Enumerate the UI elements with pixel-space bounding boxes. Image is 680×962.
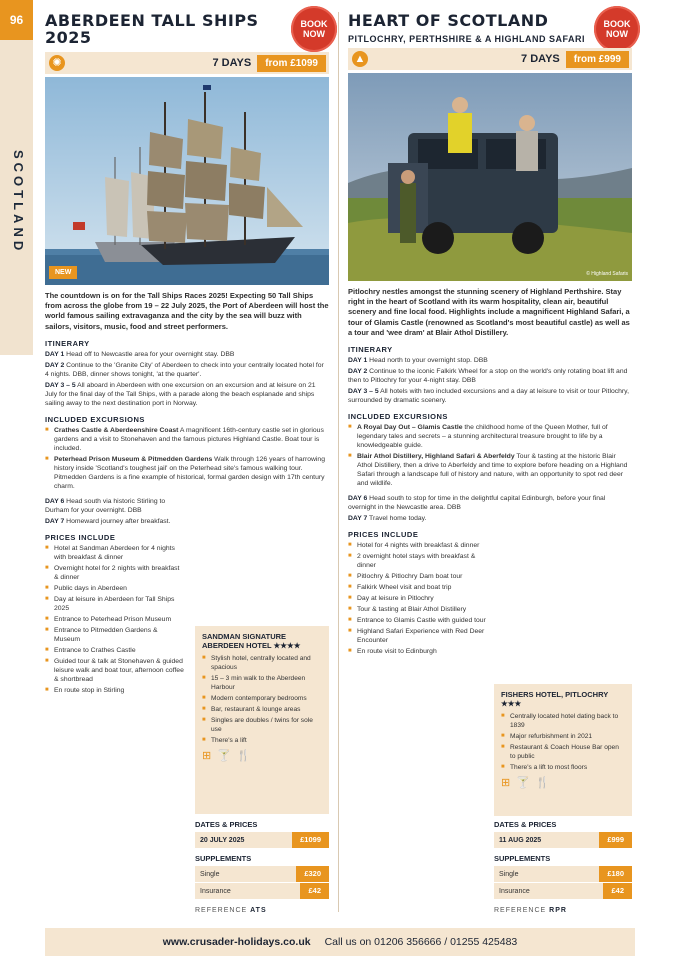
page-number: 96	[0, 0, 33, 40]
price-include-item: ■ Guided tour & talk at Stonehaven & guided leisure walk and boat tour, afternoon coffee & shortbread	[45, 657, 185, 684]
dates-heading: DATES & PRICES	[494, 820, 557, 829]
itinerary-day	[45, 350, 329, 359]
tour-title: HEART OF SCOTLAND	[348, 11, 549, 30]
date-price: £1099	[292, 832, 329, 848]
hotel-feature: ■ Major refurbishment in 2021	[501, 732, 625, 741]
supplement-value: £180	[599, 866, 632, 882]
excursion-title: Blair Athol Distillery, Highland Safari & Aberfeldy	[357, 453, 515, 461]
supplement-value: £320	[296, 866, 329, 882]
prices-include-heading: PRICES INCLUDE	[45, 532, 116, 542]
phone-numbers: Call us on 01206 356666 / 01255 425483	[324, 936, 518, 948]
date-row	[494, 832, 632, 848]
duration: 7 DAYS	[212, 57, 252, 69]
excursion-item	[45, 455, 329, 491]
hotel-box	[494, 684, 632, 816]
excursion-text: A magnificent 16th-century castle set in glorious gardens and a visit to Stonehaven and the famous pictures Highland Castle. Boat tour is included.	[54, 426, 324, 452]
excursion-list	[348, 423, 632, 488]
hotel-name: FISHERS HOTEL, PITLOCHRY ★★★	[501, 690, 609, 708]
bar-icon: 🍸	[217, 750, 237, 762]
hotel-amenity-icons	[501, 776, 625, 789]
book-label: BOOK	[300, 19, 328, 29]
day-text: Travel home today.	[369, 515, 427, 523]
tour-title: ABERDEEN TALL SHIPS 2025	[45, 11, 259, 47]
itinerary-day	[348, 356, 632, 365]
supplement-row	[494, 883, 632, 899]
hotel-features	[501, 712, 625, 772]
reference-label: REFERENCE	[195, 907, 248, 914]
price-bar	[348, 48, 632, 70]
supplement-label: Insurance	[499, 887, 530, 895]
dates-prices-box	[494, 814, 632, 914]
price-include-item: ■ En route stop in Stirling	[45, 686, 185, 695]
supplement-label: Single	[499, 870, 519, 878]
day-label: DAY 6	[45, 497, 65, 505]
lift-icon: ⊞	[202, 750, 218, 762]
intro-text: Pitlochry nestles amongst the stunning scenery of Highland Perthshire. Stay right in the heart of Scotland with its warm hospitality, clean air, beautiful scenery and fine local food. Highlights include a magnificent Highland Safari, a tour of Glamis Castle (renowned as Scotland's most beautiful castle) as well as a tour and 'wee dram' at Blair Athol Distillery.	[348, 287, 630, 337]
itinerary-day	[348, 367, 632, 385]
day-text: Head south to stop for time in the delightful capital Edinburgh, before your final overnight in the Newcastle area. DBB	[348, 495, 606, 512]
itinerary-heading: ITINERARY	[45, 338, 90, 348]
price-include-item: ■ Pitlochry & Pitlochry Dam boat tour	[348, 572, 486, 581]
excursion-title: Crathes Castle & Aberdeenshire Coast	[54, 426, 179, 434]
day-label: DAY 7	[348, 515, 368, 523]
hotel-feature: ■ Singles are doubles / twins for sole use	[202, 716, 322, 734]
hotel-feature: ■ There's a lift	[202, 736, 322, 745]
itinerary-day	[45, 381, 329, 408]
excursions-heading: INCLUDED EXCURSIONS	[348, 412, 448, 422]
lift-icon: ⊞	[501, 777, 517, 789]
hotel-features	[202, 654, 322, 745]
excursion-item	[45, 426, 329, 453]
price-from: from £1099	[257, 55, 326, 72]
supplement-label: Single	[200, 870, 220, 878]
itinerary-day	[45, 517, 185, 526]
date-label: 11 AUG 2025	[499, 836, 542, 844]
hotel-feature: ■ There's a lift to most floors	[501, 763, 625, 772]
tour-aberdeen	[45, 11, 329, 914]
day-label: DAY 3 – 5	[45, 381, 76, 389]
left-lower-text	[45, 497, 185, 695]
supplements-heading: SUPPLEMENTS	[494, 854, 551, 863]
day-label: DAY 2	[348, 368, 368, 376]
sun-icon: ✺	[49, 55, 65, 71]
excursion-item	[348, 452, 632, 488]
now-label: NOW	[606, 29, 628, 39]
supplement-row	[195, 883, 329, 899]
reference	[195, 907, 329, 914]
price-include-item: ■ Day at leisure in Aberdeen for Tall Ships 2025	[45, 595, 185, 613]
mountain-icon: ▲	[352, 51, 368, 67]
restaurant-icon: 🍴	[535, 777, 556, 789]
price-include-item: ■ Falkirk Wheel visit and boat trip	[348, 583, 486, 592]
date-label: 20 JULY 2025	[200, 836, 245, 844]
itinerary-day	[45, 497, 185, 515]
excursion-item	[348, 423, 632, 450]
price-include-item: ■ Entrance to Peterhead Prison Museum	[45, 615, 185, 624]
excursion-text: Walk through 126 years of harrowing history inside 'Scotland's toughest jail' on the Peterhead site's famous walking tour. Pitmedden Gardens is a fine example of historical, formal garden design with 17th century charm.	[54, 455, 325, 490]
photo-credit: © Highland Safaris	[586, 271, 628, 277]
itinerary-day	[348, 514, 632, 523]
day-label: DAY 7	[45, 517, 65, 525]
day-label: DAY 2	[45, 361, 65, 369]
hotel-feature: ■ Stylish hotel, centrally located and spacious	[202, 654, 322, 672]
price-include-item: ■ En route visit to Edinburgh	[348, 647, 486, 656]
intro-text: The countdown is on for the Tall Ships Races 2025! Expecting 50 Tall Ships from across the globe from 19 – 22 July 2025, the Port of Aberdeen will host the world famous sailing extravaganza and the city by the sea will buzz with sailors, visitors, music, food and street performers.	[45, 291, 329, 331]
prices-include-heading: PRICES INCLUDE	[348, 530, 419, 540]
tour-subtitle: PITLOCHRY, PERTHSHIRE & A HIGHLAND SAFARI	[348, 34, 586, 44]
excursion-text: Tour & tasting at the historic Blair Athol Distillery, then a drive to Aberfeldy and time to explore before heading on a Highland Safari through a landscape full of history and nature, with an opportunity to spot red deer and wildlife.	[357, 453, 628, 488]
reference-label: REFERENCE	[494, 907, 547, 914]
prices-include-list	[45, 544, 185, 695]
day-text: Head south via historic Stirling to Durham for your overnight. DBB	[45, 497, 166, 514]
day-text: Head north to your overnight stop. DBB	[369, 357, 488, 365]
prices-include-list	[348, 541, 486, 656]
bar-icon: 🍸	[516, 777, 536, 789]
tall-ship-illustration	[45, 77, 329, 285]
book-label: BOOK	[603, 19, 631, 29]
safari-illustration	[348, 73, 632, 281]
hotel-amenity-icons	[202, 749, 322, 762]
price-include-item: ■ Tour & tasting at Blair Athol Distillery	[348, 605, 486, 614]
day-label: DAY 6	[348, 495, 368, 503]
dates-heading: DATES & PRICES	[195, 820, 258, 829]
hotel-feature: ■ Centrally located hotel dating back to 1839	[501, 712, 625, 730]
duration: 7 DAYS	[521, 53, 560, 65]
section-label: SCOTLAND	[11, 150, 26, 255]
highland-safari-photo	[348, 73, 632, 281]
supplement-label: Insurance	[200, 887, 231, 895]
hotel-feature: ■ 15 – 3 min walk to the Aberdeen Harbour	[202, 674, 322, 692]
restaurant-icon: 🍴	[236, 750, 257, 762]
itinerary-day	[348, 387, 632, 405]
price-include-item: ■ Highland Safari Experience with Red Deer Encounter	[348, 627, 486, 645]
hotel-feature: ■ Modern contemporary bedrooms	[202, 694, 322, 703]
date-row	[195, 832, 329, 848]
day-text: All aboard in Aberdeen with one excursion on an excursion and at leisure on 21 July for the final day of the Tall Ships, with a parade along the beach esplanade and ships sailing away to the next destination port in Norway.	[45, 381, 316, 407]
supplement-row	[494, 866, 632, 882]
supplement-row	[195, 866, 329, 882]
hotel-feature: ■ Bar, restaurant & lounge areas	[202, 705, 322, 714]
price-include-item: ■ Entrance to Crathes Castle	[45, 646, 185, 655]
now-label: NOW	[303, 29, 325, 39]
dates-prices-box	[195, 814, 329, 914]
day-text: Head off to Newcastle area for your overnight stay. DBB	[66, 350, 235, 358]
day-text: All hotels with two included excursions and a day at leisure to visit or tour Pitlochry, surrounded by dramatic scenery.	[348, 388, 629, 405]
reference-code: ATS	[250, 907, 267, 914]
new-tag: NEW	[49, 266, 77, 279]
itinerary-heading: ITINERARY	[348, 345, 393, 355]
book-now-badge[interactable]	[291, 6, 337, 52]
price-include-item: ■ Public days in Aberdeen	[45, 584, 185, 593]
right-lower-text	[348, 530, 486, 656]
website-link[interactable]: www.crusader-holidays.co.uk	[162, 936, 311, 948]
excursion-text: the childhood home of the Queen Mother, full of legendary tales and secrets – a stunning architectural treasure brought to life by a knowledgeable guide.	[357, 424, 608, 450]
book-now-badge[interactable]	[594, 6, 640, 52]
price-bar	[45, 52, 329, 74]
price-include-item: ■ Entrance to Glamis Castle with guided tour	[348, 616, 486, 625]
day-text: Continue to the 'Granite City' of Aberdeen to check into your centrally located hotel for 4 nights. DBB, dinner shows tonight, 'at the quarter'.	[45, 361, 324, 378]
day-label: DAY 1	[45, 350, 65, 358]
price-include-item: ■ Entrance to Pitmedden Gardens & Museum	[45, 626, 185, 644]
reference-code: RPR	[549, 907, 567, 914]
column-divider	[338, 12, 339, 912]
excursion-list	[45, 426, 329, 491]
tour-heart-of-scotland	[348, 11, 632, 914]
itinerary-day	[45, 361, 329, 379]
price-from: from £999	[566, 51, 629, 68]
hotel-name: SANDMAN SIGNATURE ABERDEEN HOTEL ★★★★	[202, 632, 301, 650]
tall-ship-photo	[45, 77, 329, 285]
day-label: DAY 3 – 5	[348, 388, 379, 396]
hotel-box	[195, 626, 329, 814]
price-include-item: ■ Overnight hotel for 2 nights with breakfast & dinner	[45, 564, 185, 582]
hotel-feature: ■ Restaurant & Coach House Bar open to public	[501, 743, 625, 761]
price-include-item: ■ Hotel for 4 nights with breakfast & dinner	[348, 541, 486, 550]
date-price: £999	[599, 832, 632, 848]
footer-bar	[45, 928, 635, 956]
price-include-item: ■ 2 overnight hotel stays with breakfast & dinner	[348, 552, 486, 570]
supplement-value: £42	[300, 883, 329, 899]
price-include-item: ■ Hotel at Sandman Aberdeen for 4 nights with breakfast & dinner	[45, 544, 185, 562]
day-text: Continue to the iconic Falkirk Wheel for a stop on the world's only rotating boat lift and then to Pitlochry for your 4-night stay. DBB	[348, 368, 628, 385]
day-label: DAY 1	[348, 357, 368, 365]
excursion-title: A Royal Day Out – Glamis Castle	[357, 424, 463, 432]
excursions-heading: INCLUDED EXCURSIONS	[45, 414, 145, 424]
itinerary-day	[348, 494, 632, 512]
excursion-title: Peterhead Prison Museum & Pitmedden Gardens	[54, 455, 213, 463]
supplements-heading: SUPPLEMENTS	[195, 854, 252, 863]
day-text: Homeward journey after breakfast.	[66, 517, 171, 525]
reference	[494, 907, 632, 914]
price-include-item: ■ Day at leisure in Pitlochry	[348, 594, 486, 603]
supplement-value: £42	[603, 883, 632, 899]
